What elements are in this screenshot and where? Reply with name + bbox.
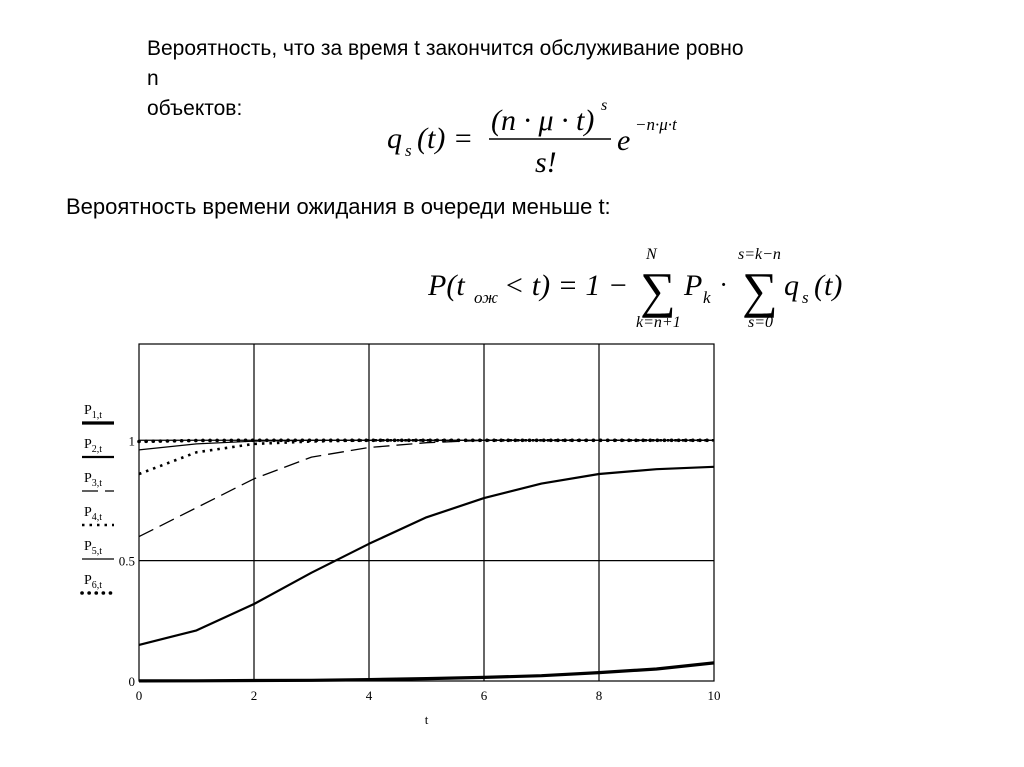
formula-wait-probability [428, 245, 868, 335]
formula-qs-lhs: q [387, 122, 402, 155]
x-tick-label: 10 [707, 688, 721, 703]
formula2-term2-sub: s [802, 288, 809, 307]
legend-label-1: $P_{1,t}$ [84, 403, 103, 421]
chart-x-axis-label: t [424, 712, 429, 727]
legend-label-4: $P_{4,t}$ [84, 505, 103, 523]
formula-qs-numerator: (n · μ · t) [491, 104, 595, 137]
formula2-sum1-sigma: ∑ [640, 262, 676, 318]
legend-label-2: $P_{2,t}$ [84, 437, 103, 455]
x-tick-label: 6 [480, 688, 488, 703]
formula2-sum1-top: N [646, 246, 657, 263]
description-line-1: Вероятность, что за время t закончится обслуживание ровно n [147, 37, 744, 90]
x-tick-label: 8 [595, 688, 603, 703]
formula2-lhs-sub: ож [474, 288, 498, 307]
formula2-dot: · [720, 270, 727, 299]
formula-qs-denominator: s! [535, 146, 557, 179]
chart-frame [139, 344, 714, 681]
y-tick-label: 0.5 [118, 553, 135, 569]
chart-legend [82, 403, 114, 593]
y-tick-label: 0 [128, 674, 135, 689]
legend-label-3: $P_{3,t}$ [84, 471, 103, 489]
formula2-sum2-bottom: s=0 [748, 314, 774, 331]
x-tick-label: 0 [135, 688, 143, 703]
formula-qs-exp-base: e [617, 124, 631, 157]
formula-qs-lhs-sub: s [405, 141, 412, 160]
probability-chart [0, 330, 1024, 767]
formula2-term2-arg: (t) [814, 269, 843, 302]
formula2-term1-sub: k [703, 288, 711, 307]
legend-label-5: $P_{5,t}$ [84, 539, 103, 557]
series-line-3 [139, 440, 714, 536]
formula2-sum2-top: s=k−n [738, 246, 781, 263]
x-tick-label: 4 [365, 688, 373, 703]
formula2-term2: q [784, 269, 799, 302]
description-line-3: Вероятность времени ожидания в очереди меньше t: [66, 194, 611, 219]
description-line-2: объектов: [147, 97, 243, 120]
formula-qs-lhs-arg: (t) = [417, 122, 474, 155]
formula2-lhs: P(t [428, 269, 465, 302]
chart-grid [139, 344, 714, 681]
formula2-sum1-bottom: k=n+1 [636, 314, 681, 331]
y-tick-label: 1 [128, 433, 135, 449]
series-line-1 [139, 663, 714, 681]
formula-qs-numerator-exp: s [601, 97, 608, 114]
formula2-sum2-sigma: ∑ [742, 262, 778, 318]
chart-tick-labels [119, 433, 721, 703]
formula2-lhs-rest: < t) = 1 − [504, 269, 629, 302]
legend-label-6: $P_{6,t}$ [84, 573, 103, 591]
series-line-4 [139, 440, 714, 474]
formula-qs-exp-power: −n·μ·t [635, 115, 677, 134]
formula2-term1: P [684, 269, 703, 302]
formula-qs [385, 92, 705, 184]
x-tick-label: 2 [250, 688, 258, 703]
